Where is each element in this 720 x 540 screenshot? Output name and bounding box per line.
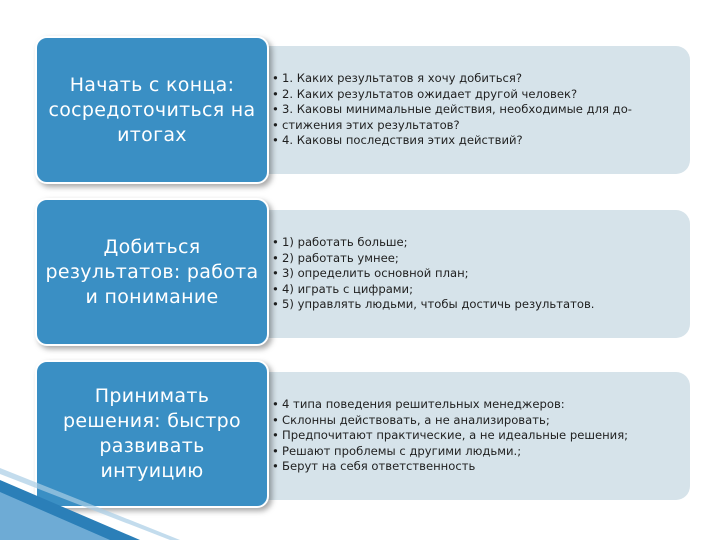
content-box-2 [262, 210, 690, 338]
heading-title: Принимать решения: быстро развивать интуицию [63, 385, 241, 482]
list-item: • Решают проблемы с другими людьми.; [272, 443, 522, 458]
heading-box-2 [35, 198, 269, 346]
list-item: • стижения этих результатов? [272, 117, 460, 132]
list-item: • 2) работать умнее; [272, 250, 399, 265]
heading-box-1 [35, 36, 269, 184]
decorative-swoosh [0, 450, 200, 540]
heading-title: Начать с конца: сосредоточиться на итогах [48, 73, 256, 146]
list-item: • 5) управлять людьми, чтобы достичь результатов. [272, 297, 595, 312]
list-item: • Берут на себя ответственность [272, 459, 476, 474]
list-item: • 4 типа поведения решительных менеджеров: [272, 397, 565, 412]
list-item: • 4. Каковы последствия этих действий? [272, 133, 523, 148]
content-box-1 [262, 46, 690, 174]
list-item: • 3. Каковы минимальные действия, необходимые для до- [272, 102, 632, 117]
list-item: • Склонны действовать, а не анализировать; [272, 412, 550, 427]
list-item: • 3) определить основной план; [272, 266, 469, 281]
heading-title: Добиться результатов: работа и понимание [45, 235, 259, 308]
list-item: • 4) играть с цифрами; [272, 281, 413, 296]
list-item: • Предпочитают практические, а не идеальные решения; [272, 428, 629, 443]
content-box-3 [262, 372, 690, 500]
list-item: • 1. Каких результатов я хочу добиться? [272, 71, 523, 86]
list-item: • 1) работать больше; [272, 235, 408, 250]
list-item: • 2. Каких результатов ожидает другой человек? [272, 86, 578, 101]
